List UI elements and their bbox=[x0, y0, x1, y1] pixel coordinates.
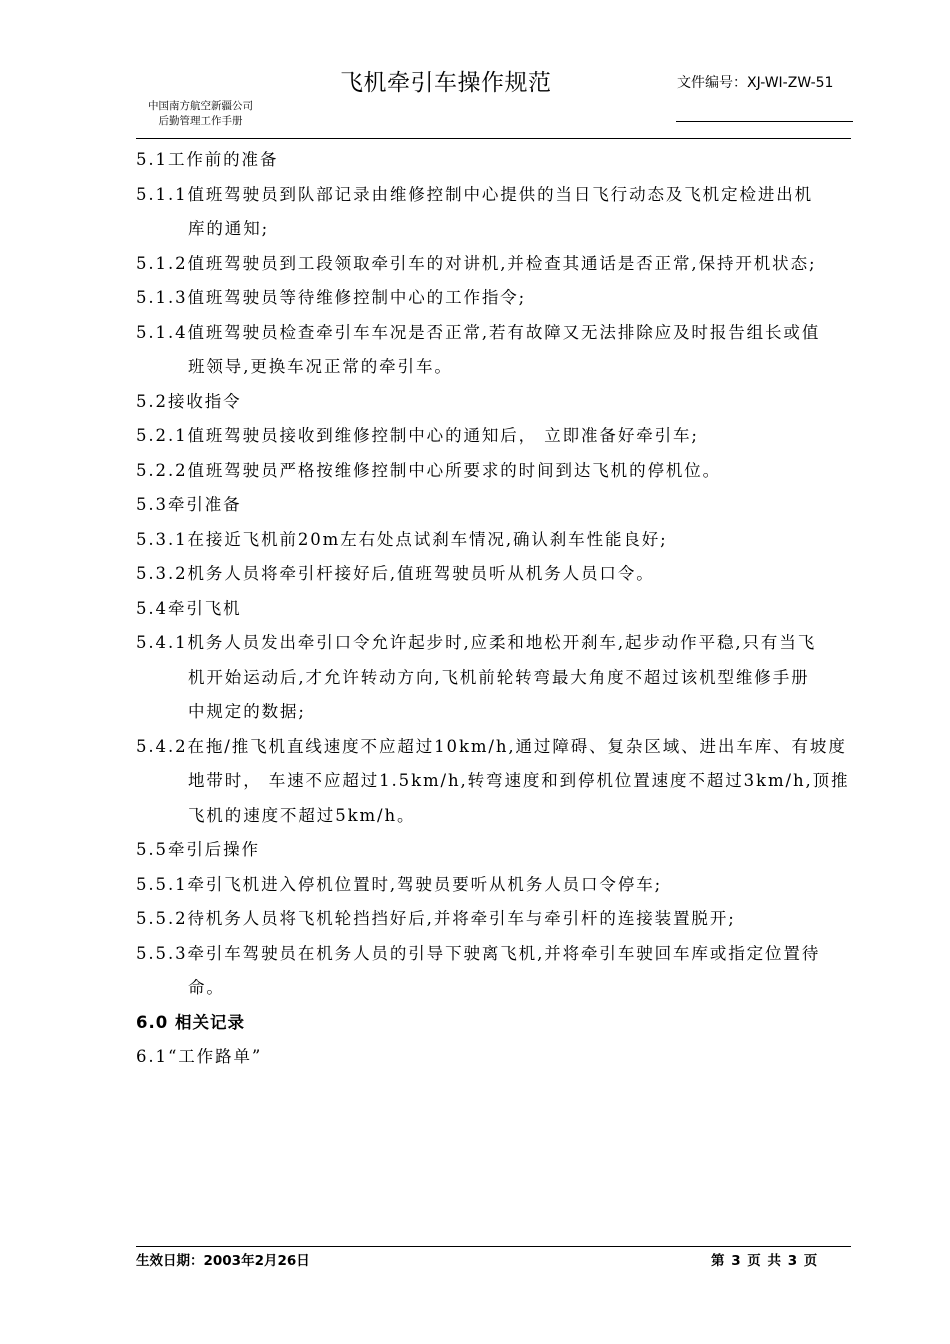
text-line: 5.4.1机务人员发出牵引口令允许起步时,应柔和地松开刹车,起步动作平稳,只有当飞 bbox=[136, 633, 817, 652]
text-line: 命。 bbox=[188, 978, 225, 997]
text-line: 5.2.1值班驾驶员接收到维修控制中心的通知后， 立即准备好牵引车; bbox=[136, 426, 699, 445]
company-block bbox=[148, 99, 253, 129]
text-line: 飞机的速度不超过5km/h。 bbox=[188, 805, 416, 825]
manual-name: 后勤管理工作手册 bbox=[158, 115, 243, 127]
header-rule-short bbox=[676, 121, 853, 122]
footer-rule bbox=[136, 1246, 851, 1247]
text-line: 5.1.3值班驾驶员等待维修控制中心的工作指令; bbox=[136, 288, 527, 307]
text-line: 5.3.2机务人员将牵引杆接好后,值班驾驶员听从机务人员口令。 bbox=[136, 564, 655, 583]
text-line: 5.3.1在接近飞机前20m左右处点试刹车情况,确认刹车性能良好; bbox=[136, 529, 668, 549]
text-line: 中规定的数据; bbox=[188, 702, 306, 721]
text-line: 6.1“工作路单” bbox=[136, 1047, 263, 1066]
header-rule bbox=[136, 138, 851, 139]
text-line: 库的通知; bbox=[188, 219, 270, 238]
text-line: 机开始运动后,才允许转动方向,飞机前轮转弯最大角度不超过该机型维修手册 bbox=[188, 667, 810, 687]
text-line: 班领导,更换车况正常的牵引车。 bbox=[188, 357, 453, 376]
text-line: 5.1.2值班驾驶员到工段领取牵引车的对讲机,并检查其通话是否正常,保持开机状态; bbox=[136, 253, 817, 273]
section-heading: 6.0 相关记录 bbox=[136, 1012, 245, 1032]
effective-date: 生效日期：2003年2月26日 bbox=[136, 1253, 310, 1269]
text-line: 5.1.1值班驾驶员到队部记录由维修控制中心提供的当日飞行动态及飞机定检进出机 bbox=[136, 184, 814, 204]
text-line: 5.4.2在拖/推飞机直线速度不应超过10km/h,通过障碍、复杂区域、进出车库、有坡度 bbox=[136, 736, 847, 756]
text-line: 5.2.2值班驾驶员严格按维修控制中心所要求的时间到达飞机的停机位。 bbox=[136, 460, 722, 480]
company-name: 中国南方航空新疆公司 bbox=[148, 100, 253, 112]
text-line: 5.5牵引后操作 bbox=[136, 840, 260, 859]
text-line: 5.1工作前的准备 bbox=[136, 150, 279, 169]
text-line: 5.5.2待机务人员将飞机轮挡挡好后,并将牵引车与牵引杆的连接装置脱开; bbox=[136, 909, 736, 928]
text-line: 5.3牵引准备 bbox=[136, 495, 242, 514]
text-line: 5.4牵引飞机 bbox=[136, 598, 242, 618]
page-number: 第 3 页 共 3 页 bbox=[711, 1253, 819, 1269]
text-line: 地带时， 车速不应超过1.5km/h,转弯速度和到停机位置速度不超过3km/h,顶推 bbox=[188, 771, 850, 790]
text-line: 5.2接收指令 bbox=[136, 391, 242, 411]
text-line: 5.5.3牵引车驾驶员在机务人员的引导下驶离飞机,并将牵引车驶回车库或指定位置待 bbox=[136, 943, 821, 963]
body-content bbox=[136, 143, 856, 1075]
document-title: 飞机牵引车操作规范 bbox=[340, 70, 552, 96]
document-number: 文件编号：XJ-WI-ZW-51 bbox=[677, 75, 834, 91]
text-line: 5.1.4值班驾驶员检查牵引车车况是否正常,若有故障又无法排除应及时报告组长或值 bbox=[136, 322, 821, 342]
text-line: 5.5.1牵引飞机进入停机位置时,驾驶员要听从机务人员口令停车; bbox=[136, 874, 663, 894]
